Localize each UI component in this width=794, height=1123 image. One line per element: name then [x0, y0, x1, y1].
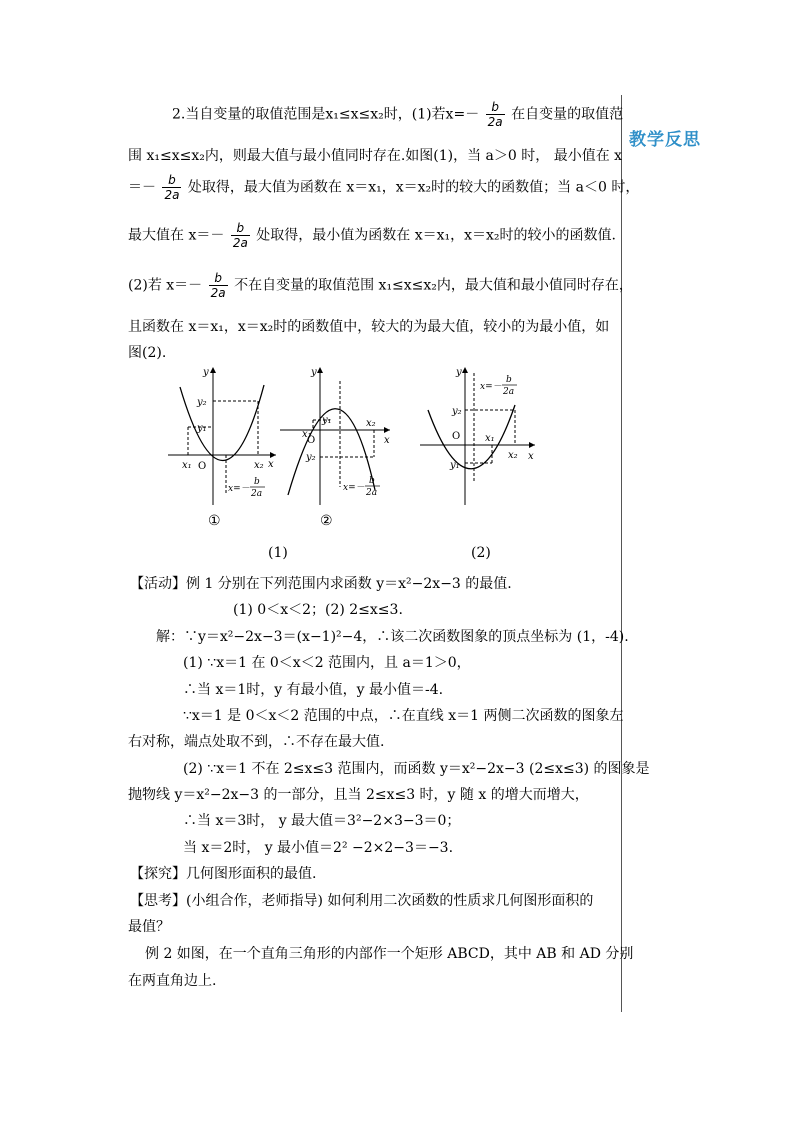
svg-text:x: x: [528, 451, 534, 462]
para2-line1: (2)若 x＝－ $\frac{b}{2a}$ 不在自变量的取值范围 x₁≤x≤x₂内，最大值和最小值同时存在，: [128, 271, 633, 300]
figure-group: [128, 365, 618, 565]
svg-text:x₂: x₂: [366, 418, 376, 429]
activity-line: 抛物线 y＝x²−2x−3 的一部分，且当 2≤x≤3 时，y 随 x 的增大而增大，: [128, 787, 589, 803]
svg-text:O: O: [307, 435, 316, 446]
svg-text:x=－: x=－: [480, 382, 502, 392]
svg-text:b: b: [369, 476, 375, 486]
activity-line: (1) ∵x＝1 在 0＜x＜2 范围内，且 a＝1＞0，: [183, 655, 471, 671]
activity-line: ∴当 x＝3时， y 最大值＝3²−2×3−3＝0；: [183, 813, 461, 829]
svg-text:2a: 2a: [251, 489, 263, 499]
para1-line3: ＝－ $\frac{b}{2a}$ 处取得，最大值为函数在 x＝x₁，x＝x₂时的较大的函数值；当 a＜0 时，: [128, 173, 640, 202]
activity-line: ∵x＝1 是 0＜x＜2 范围的中点，∴在直线 x＝1 两侧二次函数的图象左: [183, 708, 624, 724]
activity-line: 【活动】例 1 分别在下列范围内求函数 y＝x²−2x−3 的最值.: [130, 576, 512, 592]
svg-text:O: O: [452, 431, 461, 442]
svg-text:y₂: y₂: [306, 452, 316, 463]
svg-text:x₂: x₂: [508, 450, 518, 461]
para2-line3: 图(2).: [128, 345, 167, 361]
fraction-b-2a: $\frac{b}{2a}$: [232, 221, 248, 250]
svg-text:y₁: y₁: [450, 460, 460, 471]
figure-label-1: ①: [208, 513, 221, 529]
activity-line: 右对称，端点处取不到，∴不存在最大值.: [128, 734, 385, 750]
origin-label: O: [198, 461, 207, 472]
svg-text:y: y: [456, 367, 462, 378]
figure-caption-1: (1): [268, 545, 288, 561]
fraction-b-2a: $\frac{b}{2a}$: [487, 100, 503, 129]
example2-line: 在两直角边上.: [128, 973, 217, 989]
svg-text:y: y: [311, 367, 317, 378]
svg-text:2a: 2a: [366, 488, 378, 498]
svg-text:x₁: x₁: [485, 433, 495, 444]
parabola-figure-3: [420, 365, 540, 510]
activity-line: 解：∵y＝x²−2x−3＝(x−1)²−4，∴该二次函数图象的顶点坐标为 (1，-4).: [156, 629, 629, 645]
svg-text:b: b: [506, 375, 512, 385]
svg-text:x₁: x₁: [302, 429, 312, 440]
para1-line2: 围 x₁≤x≤x₂内，则最大值与最小值同时存在.如图(1)，当 a＞0 时， 最小值在 x: [128, 148, 623, 164]
example2-line: 例 2 如图，在一个直角三角形的内部作一个矩形 ABCD，其中 AB 和 AD 分别: [145, 946, 634, 962]
svg-text:y₂: y₂: [197, 397, 207, 408]
svg-text:x=－: x=－: [228, 484, 250, 494]
svg-text:x: x: [384, 435, 390, 446]
think-line: 最值？: [128, 919, 170, 935]
x-axis-label: x: [268, 459, 274, 470]
figure-caption-2: (2): [471, 545, 491, 561]
para1-line1: 2.当自变量的取值范围是x₁≤x≤x₂时，(1)若x=－ $\frac{b}{2a}$ 在自变量的取值范: [172, 100, 624, 129]
explore-line: 【探究】几何图形面积的最值.: [130, 866, 317, 882]
activity-line: (1) 0＜x＜2；(2) 2≤x≤3.: [233, 602, 403, 618]
svg-text:x₁: x₁: [182, 460, 192, 471]
svg-text:b: b: [254, 477, 260, 487]
para1-line4: 最大值在 x＝－ $\frac{b}{2a}$ 处取得，最小值为函数在 x＝x₁，x＝x₂时的较小的函数值.: [128, 221, 616, 250]
svg-text:x=－: x=－: [343, 483, 365, 493]
activity-line: ∴当 x＝1时，y 有最小值，y 最小值＝-4.: [183, 682, 444, 698]
figure-label-2: ②: [320, 513, 333, 529]
reflection-title: 教学反思: [629, 130, 701, 150]
y-axis-label: y: [203, 367, 209, 378]
fraction-b-2a: $\frac{b}{2a}$: [210, 271, 226, 300]
svg-text:y₁: y₁: [197, 423, 207, 434]
margin-divider: [621, 95, 622, 1012]
svg-text:y₁: y₁: [322, 415, 332, 426]
activity-line: (2) ∵x＝1 不在 2≤x≤3 范围内，而函数 y＝x²−2x−3 (2≤x≤3) 的图象是: [183, 761, 650, 777]
fraction-b-2a: $\frac{b}{2a}$: [164, 173, 180, 202]
parabola-figure-1: [168, 365, 278, 510]
think-line: 【思考】(小组合作，老师指导) 如何利用二次函数的性质求几何图形面积的: [130, 893, 594, 909]
para2-line2: 且函数在 x＝x₁，x＝x₂时的函数值中，较大的为最大值，较小的为最小值，如: [128, 319, 610, 335]
svg-text:x₂: x₂: [254, 460, 264, 471]
parabola-figure-2: [280, 365, 395, 510]
svg-text:2a: 2a: [503, 387, 515, 397]
svg-text:y₂: y₂: [452, 406, 462, 417]
activity-line: 当 x＝2时， y 最小值＝2² −2×2−3＝−3.: [183, 840, 454, 856]
